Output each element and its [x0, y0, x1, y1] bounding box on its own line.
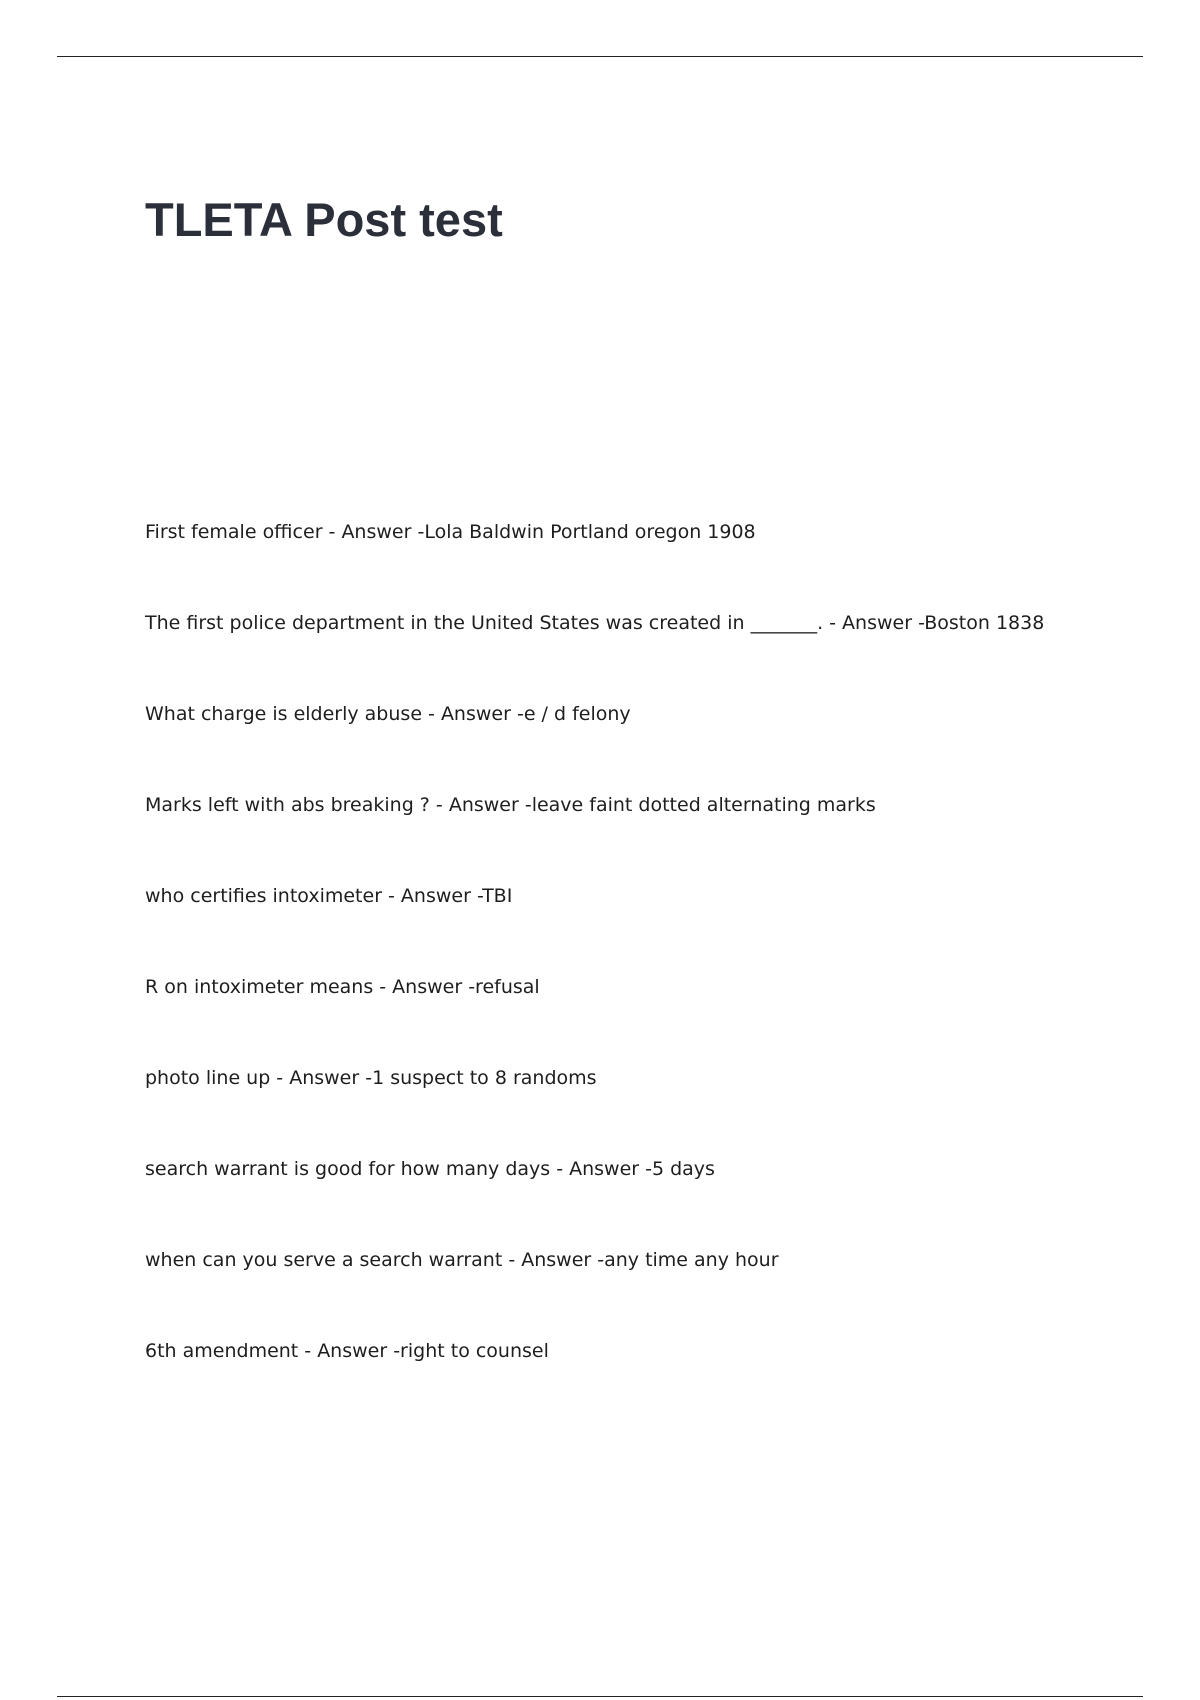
qa-item: First female officer - Answer -Lola Baldwin Portland oregon 1908	[145, 521, 756, 543]
qa-item: Marks left with abs breaking ? - Answer -leave faint dotted alternating marks	[145, 794, 876, 816]
qa-list	[145, 518, 1105, 1428]
qa-item: R on intoximeter means - Answer -refusal	[145, 976, 540, 998]
qa-item: What charge is elderly abuse - Answer -e / d felony	[145, 703, 631, 725]
qa-item: 6th amendment - Answer -right to counsel	[145, 1340, 549, 1362]
qa-item: The first police department in the United States was created in _______. - Answer -Boston 1838	[145, 612, 1045, 634]
qa-item: search warrant is good for how many days - Answer -5 days	[145, 1158, 715, 1180]
qa-item: when can you serve a search warrant - Answer -any time any hour	[145, 1249, 779, 1271]
page-title: TLETA Post test	[145, 193, 503, 246]
qa-item: photo line up - Answer -1 suspect to 8 randoms	[145, 1067, 597, 1089]
top-divider	[57, 56, 1143, 57]
bottom-divider	[57, 1696, 1143, 1697]
qa-item: who certifies intoximeter - Answer -TBI	[145, 885, 513, 907]
